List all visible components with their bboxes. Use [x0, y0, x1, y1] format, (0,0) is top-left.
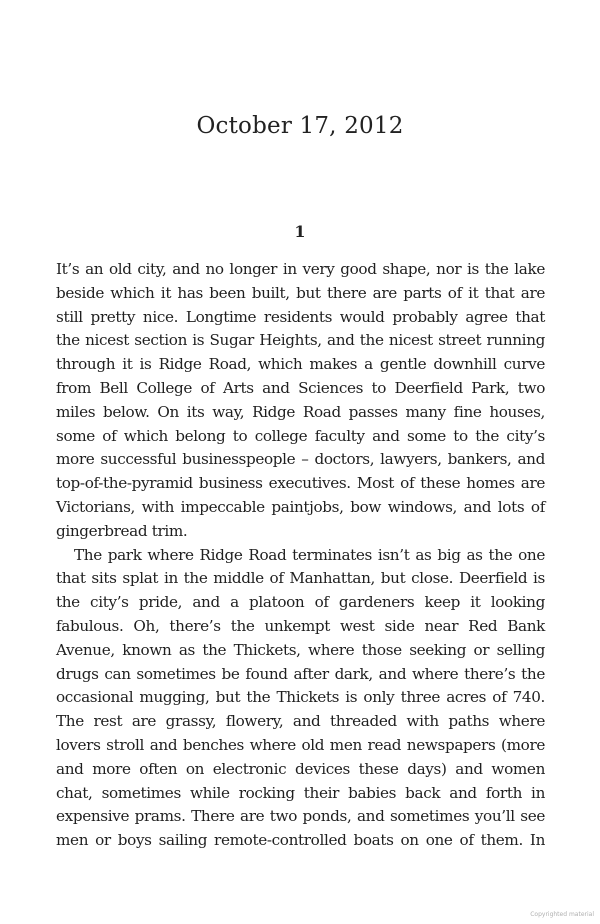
text-line: the nicest section is Sugar Heights, and the nicest street running: [56, 331, 545, 350]
text-line: Avenue, known as the Thickets, where those seeking or selling: [56, 640, 545, 659]
text-line: Victorians, with impeccable paintjobs, bow windows, and lots of: [56, 497, 545, 516]
text-line: and more often on electronic devices these days) and women: [56, 759, 545, 778]
text-line: the city’s pride, and a platoon of gardeners keep it looking: [56, 593, 545, 612]
body-text: [56, 258, 545, 853]
text-line: more successful businesspeople – doctors, lawyers, bankers, and: [56, 450, 545, 469]
text-line: lovers stroll and benches where old men read newspapers (more: [56, 735, 545, 754]
text-line: from Bell College of Arts and Sciences to Deerfield Park, two: [56, 378, 545, 397]
text-line: chat, sometimes while rocking their babies back and forth in: [56, 783, 545, 802]
text-line: top-of-the-pyramid business executives. Most of these homes are: [56, 474, 545, 493]
text-line: that sits splat in the middle of Manhattan, but close. Deerfield is: [56, 569, 545, 588]
text-line: The rest are grassy, flowery, and threaded with paths where: [56, 712, 545, 731]
text-line: expensive prams. There are two ponds, and sometimes you’ll see: [56, 807, 545, 826]
text-line: miles below. On its way, Ridge Road passes many fine houses,: [56, 402, 545, 421]
text-line: beside which it has been built, but there are parts of it that are: [56, 283, 545, 302]
text-line: through it is Ridge Road, which makes a gentle downhill curve: [56, 355, 545, 374]
text-line: The park where Ridge Road terminates isn’t as big as the one: [74, 545, 545, 564]
date-heading: October 17, 2012: [196, 113, 404, 139]
text-line: some of which belong to college faculty and some to the city’s: [56, 426, 545, 445]
copyright-watermark: Copyrighted material: [530, 911, 594, 918]
text-line: men or boys sailing remote-controlled boats on one of them. In: [56, 831, 545, 850]
text-line: It’s an old city, and no longer in very good shape, nor is the lake: [56, 260, 545, 278]
paragraph-1: [56, 258, 545, 544]
text-line: still pretty nice. Longtime residents would probably agree that: [56, 307, 545, 326]
text-line: drugs can sometimes be found after dark, and where there’s the: [56, 664, 545, 683]
text-line: occasional mugging, but the Thickets is only three acres of 740.: [56, 688, 545, 707]
chapter-number: 1: [294, 222, 306, 241]
paragraph-2: [56, 544, 545, 853]
text-line: gingerbread trim.: [56, 521, 188, 540]
text-line: fabulous. Oh, there’s the unkempt west side near Red Bank: [56, 616, 545, 635]
